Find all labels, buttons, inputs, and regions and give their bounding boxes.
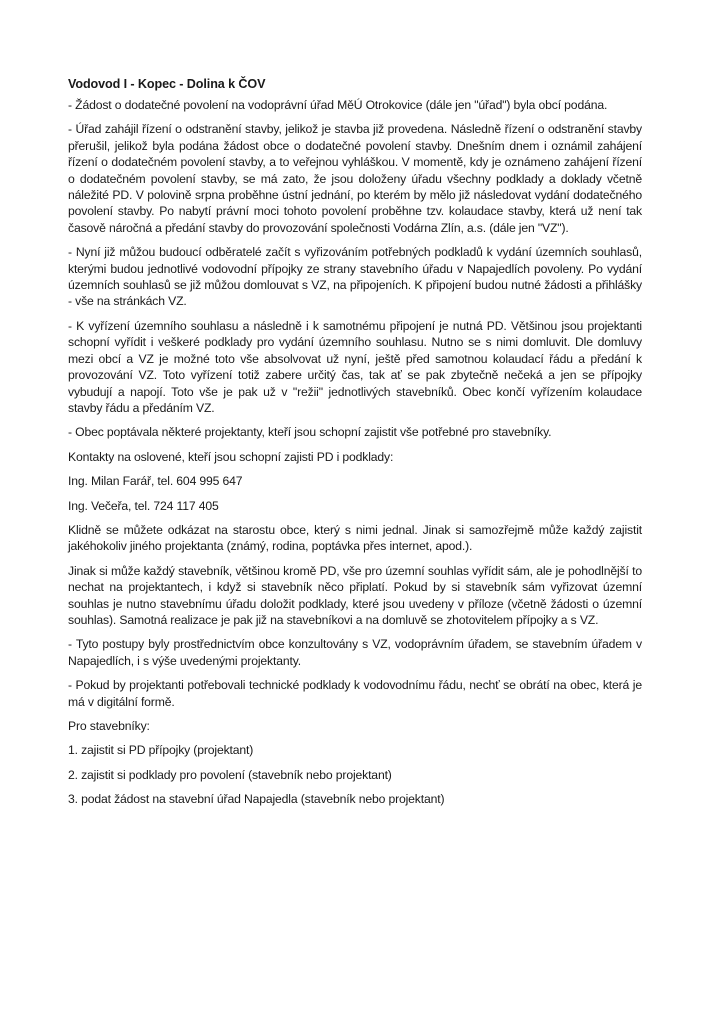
document-title: Vodovod I - Kopec - Dolina k ČOV — [68, 77, 266, 91]
builders-step-2: 2. zajistit si podklady pro povolení (stavebník nebo projektant) — [68, 767, 392, 782]
paragraph-request-submitted: - Žádost o dodatečné povolení na vodoprávní úřad MěÚ Otrokovice (dále jen "úřad") byla obcí podána. — [68, 98, 608, 112]
paragraph-self-processing: Jinak si může každý stavebník, většinou kromě PD, vše pro územní souhlas vyřídit sám, ale je pohodlnější to nechat na projektantech, i když si stavebník něco připlatí. Pokud by si stavebník sám vyřizovat územní souhlas je nutno stavebnímu úřadu doložit podklady, které jsou uvedeny v příloze (včetně žádosti o územní souhlas). Samotná realizace je pak již na stavebníkovi a na domluvě se zhotovitelem přípojky a s VZ. — [68, 563, 642, 627]
paragraph-contacts-intro: Kontakty na oslovené, kteří jsou schopní zajisti PD i podklady: — [68, 449, 394, 464]
paragraph-proceedings: - Úřad zahájil řízení o odstranění stavby, jelikož je stavba již provedena. Následně řízení o odstranění stavby přerušil, jelikož byla podána žádost obce o dodatečné povolení stavby. Dnešním dnem i oznámil zahájení řízení o dodatečném povolení stavby, a to veřejnou vyhláškou. V momentě, kdy je oznámeno zahájení řízení o dodatečném povolení stavby, se má zato, že jsou doloženy úřadu všechny podklady a doklady včetně náležité PD. V polovině srpna proběhne ústní jednání, po kterém by mělo již následovat vydání dodatečného povolení stavby. Po nabytí právní moci tohoto povolení proběhne tzv. kolaudace stavby, která už není tak časově náročná a předání stavby do provozování společnosti Vodárna Zlín, a.s. (dále jen "VZ"). — [68, 122, 642, 235]
builders-step-1: 1. zajistit si PD přípojky (projektant) — [68, 743, 254, 758]
paragraph-territorial-consents: - Nyní již můžou budoucí odběratelé začít s vyřizováním potřebných podkladů k vydání územních souhlasů, kterými budou jednotlivé vodovodní přípojky ze strany stavebního úřadu v Napajedlích povoleny. Po vydání územních souhlasů se již můžou domlouvat s VZ, na připojeních. K připojení budou nutné žádosti a přihlášky - vše na stránkách VZ. — [68, 245, 642, 309]
paragraph-consultations: - Tyto postupy byly prostřednictvím obce konzultovány s VZ, vodoprávním úřadem, se stavebním úřadem v Napajedlích, i s výše uvedenými projektanty. — [68, 637, 642, 668]
paragraph-technical-documents: - Pokud by projektanti potřebovali technické podklady k vodovodnímu řádu, nechť se obrátí na obec, která je má v digitální formě. — [68, 678, 642, 709]
paragraph-designers-inquiry: - Obec poptávala některé projektanty, kteří jsou schopní zajistit vše potřebné pro stavebníky. — [68, 425, 552, 440]
contact-vecera: Ing. Večeřa, tel. 724 117 405 — [68, 498, 219, 513]
builders-step-3: 3. podat žádost na stavební úřad Napajedla (stavebník nebo projektant) — [68, 792, 445, 807]
paragraph-mayor-reference: Klidně se můžete odkázat na starostu obce, který s nimi jednal. Jinak si samozřejmě může každý zajistit jakéhokoliv jiného projektanta (známý, rodina, poptávka přes internet, apod.). — [68, 522, 642, 554]
builders-heading: Pro stavebníky: — [68, 719, 150, 733]
paragraph-project-documentation: - K vyřízení územního souhlasu a následně i k samotnému připojení je nutná PD. Většinou jsou projektanti schopní vyřídit i veškeré podklady pro vydání územního souhlasu. Nutno se s nimi domluvit. Dle domluvy mezi obcí a VZ je možné toto vše absolvovat už nyní, ještě před samotnou kolaudací řádu a předání k provozování VZ. Toto vyřízení totiž zabere určitý čas, tak ať se pak zbytečně nečeká a jen se přípojky vybudují a napojí. Toto vše je pak už v "režii" jednotlivých stavebníků. Obec končí vyřízením kolaudace stavby řádu a předáním VZ. — [68, 318, 642, 415]
contact-farar: Ing. Milan Farář, tel. 604 995 647 — [68, 474, 243, 489]
